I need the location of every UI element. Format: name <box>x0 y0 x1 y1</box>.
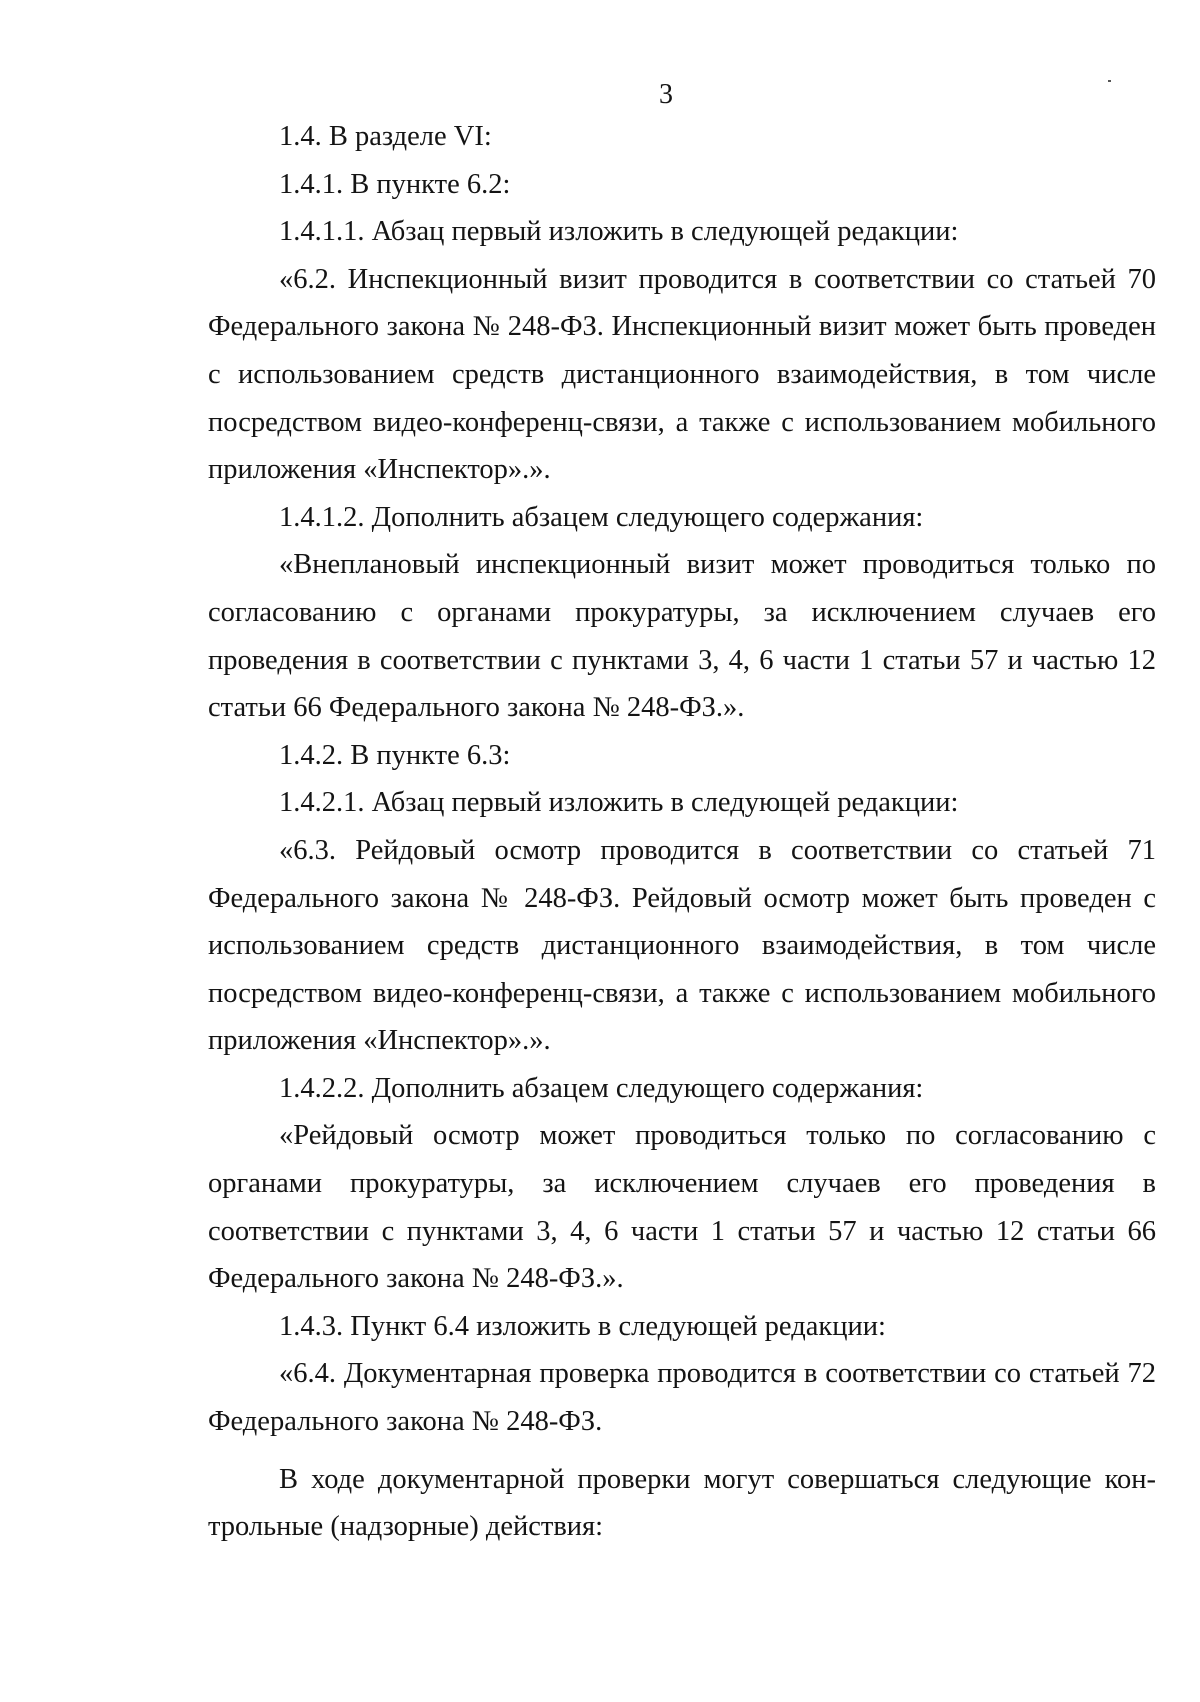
document-body <box>208 113 1156 1551</box>
paragraph-clause-1-4-1-1: 1.4.1.1. Абзац первый изложить в следующей редакции: <box>279 216 959 248</box>
page-number: 3 <box>659 79 673 110</box>
paragraph-quote-6-3: «6.3. Рейдовый осмотр проводится в соответствии со статьей 71 Федерального закона № 248-ФЗ. Рейдовый осмотр может быть проведен с использованием средств дистанционного взаимодействия, в том числе посредством видео-конференц-связи, а также с использованием мобильного приложения «Инспектор».». <box>208 834 1156 1057</box>
paragraph-quote-6-2: «6.2. Инспекционный визит проводится в соответствии со статьей 70 Федерального закона № 248-ФЗ. Инспекционный визит может быть проведен с использованием средств дистанционного взаимодействия, в том числе посредством видео-конференц-связи, а также с использованием мобильного приложения «Инспектор».». <box>208 263 1156 486</box>
paragraph-clause-1-4-2-1: 1.4.2.1. Абзац первый изложить в следующей редакции: <box>279 787 959 819</box>
paragraph-clause-1-4-1: 1.4.1. В пункте 6.2: <box>279 168 511 200</box>
paragraph-section-heading: 1.4. В разделе VI: <box>279 121 492 152</box>
paragraph-clause-1-4-1-2: 1.4.1.2. Дополнить абзацем следующего содержания: <box>279 501 924 533</box>
paragraph-clause-1-4-2: 1.4.2. В пункте 6.3: <box>279 739 511 771</box>
paragraph-clause-1-4-3: 1.4.3. Пункт 6.4 изложить в следующей редакции: <box>279 1310 886 1342</box>
paragraph-control-actions: В ходе документарной проверки могут совершаться следующие контрольные (надзорные) действия: <box>208 1463 1156 1543</box>
paragraph-quote-6-4: «6.4. Документарная проверка проводится в соответствии со статьей 72 Федерального закона № 248-ФЗ. <box>208 1358 1156 1438</box>
paragraph-quote-unscheduled-visit: «Внеплановый инспекционный визит может проводиться только по согласованию с органами прокуратуры, за исключением случаев его проведения в соответствии с пунктами 3, 4, 6 части 1 статьи 57 и частью 12 статьи 66 Федерального закона № 248-ФЗ.». <box>208 549 1156 724</box>
scan-speck <box>1108 80 1111 82</box>
paragraph-clause-1-4-2-2: 1.4.2.2. Дополнить абзацем следующего содержания: <box>279 1072 924 1104</box>
paragraph-quote-raid-inspection: «Рейдовый осмотр может проводиться только по согласованию с органами прокуратуры, за исключением случаев его проведения в соответствии с пунктами 3, 4, 6 части 1 статьи 57 и частью 12 статьи 66 Федерального закона № 248-ФЗ.». <box>208 1120 1156 1295</box>
